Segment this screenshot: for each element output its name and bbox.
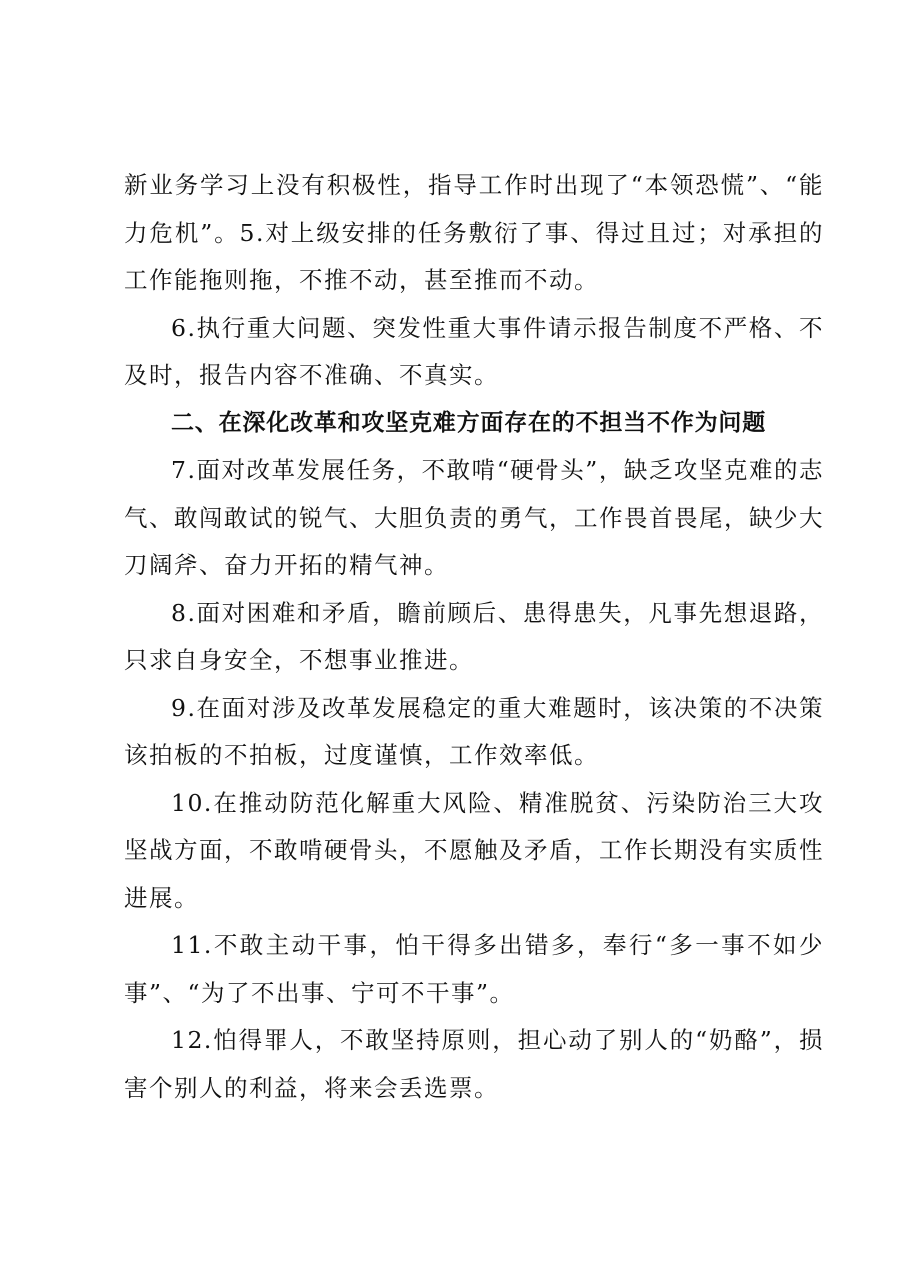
document-body: [124, 162, 824, 1112]
paragraph-continued: 新业务学习上没有积极性，指导工作时出现了“本领恐慌”、“能力危机”。5.对上级安排的任务敷衍了事、得过且过；对承担的工作能拖则拖，不推不动，甚至推而不动。: [124, 171, 824, 294]
paragraph-item-11: 11.不敢主动干事，怕干得多出错多，奉行“多一事不如少事”、“为了不出事、宁可不干事”。: [124, 931, 824, 1007]
paragraph-item-12: 12.怕得罪人，不敢坚持原则，担心动了别人的“奶酪”，损害个别人的利益，将来会丢选票。: [124, 1026, 824, 1102]
paragraph-item-6: 6.执行重大问题、突发性重大事件请示报告制度不严格、不及时，报告内容不准确、不真实。: [124, 313, 824, 389]
paragraph-item-9: 9.在面对涉及改革发展稳定的重大难题时，该决策的不决策该拍板的不拍板，过度谨慎，工作效率低。: [124, 693, 824, 769]
paragraph-item-10: 10.在推动防范化解重大风险、精准脱贫、污染防治三大攻坚战方面，不敢啃硬骨头，不愿触及矛盾，工作长期没有实质性进展。: [124, 788, 824, 912]
paragraph-item-8: 8.面对困难和矛盾，瞻前顾后、患得患失，凡事先想退路，只求自身安全，不想事业推进。: [124, 598, 824, 674]
paragraph-item-7: 7.面对改革发展任务，不敢啃“硬骨头”，缺乏攻坚克难的志气、敢闯敢试的锐气、大胆负责的勇气，工作畏首畏尾，缺少大刀阔斧、奋力开拓的精气神。: [124, 456, 824, 579]
section-heading-2: 二、在深化改革和攻坚克难方面存在的不担当不作为问题: [171, 409, 766, 436]
